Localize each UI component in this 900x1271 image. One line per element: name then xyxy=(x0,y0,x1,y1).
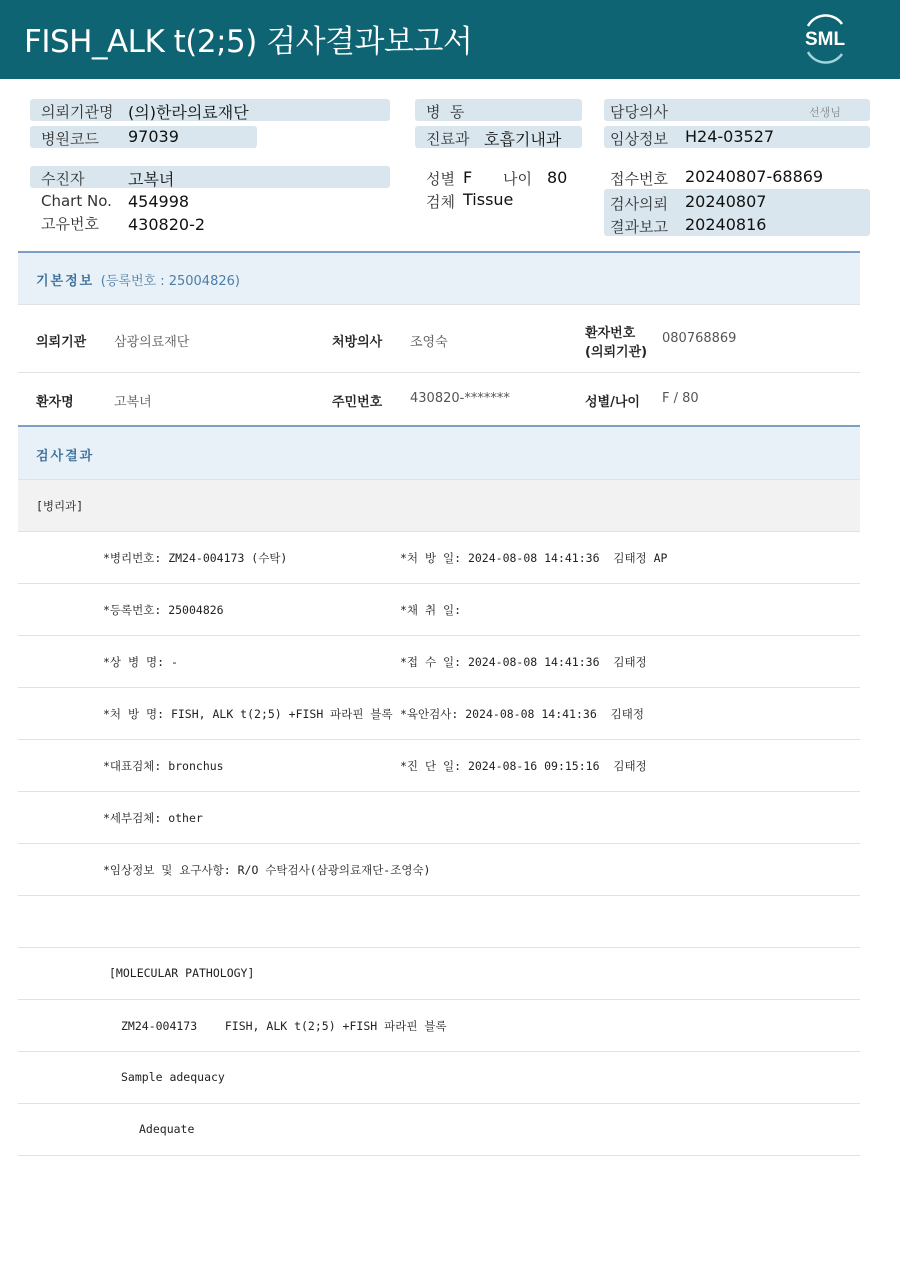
patient-label: 수진자 xyxy=(41,170,85,188)
unique-label: 고유번호 xyxy=(41,215,99,233)
result-left-2: *상 병 명: - xyxy=(103,655,178,669)
result-left-5: *세부검체: other xyxy=(103,811,203,825)
report-title: FISH_ALK t(2;5) 검사결과보고서 xyxy=(24,24,473,60)
patient-id-label xyxy=(585,322,647,360)
prescriber-label: 처방의사 xyxy=(332,335,383,350)
prescriber-value: 조영숙 xyxy=(410,335,448,350)
age-label: 나이 xyxy=(503,170,532,188)
molecular-pathology-header: [MOLECULAR PATHOLOGY] xyxy=(109,966,255,980)
report-header xyxy=(0,0,900,79)
divider xyxy=(18,635,860,636)
department-label: [병리과] xyxy=(36,499,84,513)
divider xyxy=(18,251,860,253)
unique-value: 430820-2 xyxy=(128,215,206,234)
sml-logo xyxy=(796,12,854,66)
patient-id-label-1: 환자번호 xyxy=(585,326,636,341)
patient-id-label-2: (의뢰기관) xyxy=(585,345,648,360)
hospital-code-label: 병원코드 xyxy=(41,130,99,148)
divider xyxy=(18,372,860,373)
divider xyxy=(18,791,860,792)
sample-adequacy-label: Sample adequacy xyxy=(121,1070,225,1084)
doctor-suffix: 선생님 xyxy=(809,106,841,119)
divider xyxy=(18,739,860,740)
specimen-label: 검체 xyxy=(426,193,455,211)
department-row xyxy=(18,480,860,531)
dept-value: 호흡기내과 xyxy=(484,130,562,149)
doctor-label: 담당의사 xyxy=(610,103,668,121)
dept-label: 진료과 xyxy=(426,130,470,148)
divider xyxy=(18,531,860,532)
sex-age-label: 성별/나이 xyxy=(585,395,640,410)
divider xyxy=(18,895,860,896)
result-right-3: *육안검사: 2024-08-08 14:41:36 김태정 xyxy=(400,707,644,721)
patient-value: 고복녀 xyxy=(128,170,175,189)
sample-adequacy-value: Adequate xyxy=(139,1122,195,1136)
divider xyxy=(18,1155,860,1156)
divider xyxy=(18,425,860,427)
clinical-label: 임상정보 xyxy=(610,130,668,148)
report-date-value: 20240816 xyxy=(685,215,767,234)
results-title: 검사결과 xyxy=(36,449,95,464)
clinical-value: H24-03527 xyxy=(685,127,775,146)
basic-info-title-text: 기본정보 xyxy=(36,274,95,289)
divider xyxy=(18,583,860,584)
sex-label: 성별 xyxy=(426,170,455,188)
client-label: 의뢰기관명 xyxy=(41,103,114,121)
hospital-code-value: 97039 xyxy=(128,127,179,146)
request-label: 검사의뢰 xyxy=(610,195,668,213)
patient-id-value: 080768869 xyxy=(662,331,737,346)
client-value: (의)한라의료재단 xyxy=(128,103,249,122)
divider xyxy=(18,843,860,844)
sex-age-value: F / 80 xyxy=(662,391,699,406)
result-left-6: *임상정보 및 요구사항: R/O 수탁검사(삼광의료재단-조영숙) xyxy=(103,863,431,877)
result-right-0: *처 방 일: 2024-08-08 14:41:36 김태정 AP xyxy=(400,551,668,565)
registration-number: (등록번호 : 25004826) xyxy=(100,274,240,289)
age-value: 80 xyxy=(547,168,568,187)
result-right-1: *채 취 일: xyxy=(400,603,462,617)
result-left-1: *등록번호: 25004826 xyxy=(103,603,224,617)
result-left-0: *병리번호: ZM24-004173 (수탁) xyxy=(103,551,288,565)
result-left-3: *처 방 명: FISH, ALK t(2;5) +FISH 파라핀 블록 xyxy=(103,707,393,721)
ssn-label: 주민번호 xyxy=(332,395,383,410)
results-header xyxy=(18,426,860,479)
molecular-test-line: ZM24-004173 FISH, ALK t(2;5) +FISH 파라핀 블록 xyxy=(121,1019,447,1033)
result-left-4: *대표검체: bronchus xyxy=(103,759,224,773)
sex-value: F xyxy=(463,168,473,187)
divider xyxy=(18,999,860,1000)
request-value: 20240807 xyxy=(685,192,767,211)
divider xyxy=(18,304,860,305)
ssn-value: 430820-******* xyxy=(410,391,510,406)
patient-name-label: 환자명 xyxy=(36,395,74,410)
specimen-value: Tissue xyxy=(463,190,514,209)
result-right-4: *진 단 일: 2024-08-16 09:15:16 김태정 xyxy=(400,759,647,773)
patient-name-value: 고복녀 xyxy=(114,395,152,410)
ward-label: 병 동 xyxy=(426,103,465,121)
chart-label: Chart No. xyxy=(41,192,112,210)
logo-text: SML xyxy=(804,29,846,50)
basic-info-title xyxy=(36,270,240,289)
divider xyxy=(18,947,860,948)
institution-label: 의뢰기관 xyxy=(36,335,87,350)
divider xyxy=(18,687,860,688)
institution-value: 삼광의료재단 xyxy=(114,335,190,350)
receipt-label: 접수번호 xyxy=(610,170,668,188)
report-date-label: 결과보고 xyxy=(610,218,668,236)
divider xyxy=(18,1103,860,1104)
receipt-value: 20240807-68869 xyxy=(685,167,824,186)
result-right-2: *접 수 일: 2024-08-08 14:41:36 김태정 xyxy=(400,655,647,669)
divider xyxy=(18,1051,860,1052)
chart-value: 454998 xyxy=(128,192,190,211)
